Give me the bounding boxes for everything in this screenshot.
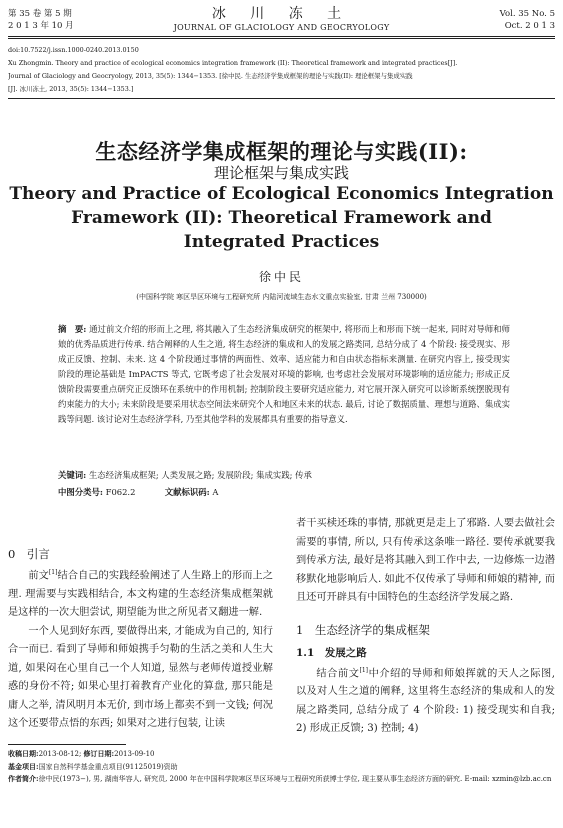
journal-name-cn: 冰 川 冻 土 bbox=[211, 6, 352, 22]
funding: 基金项目:国家自然科学基金重点项目(91125019)资助 bbox=[8, 761, 178, 771]
author-bio: 作者简介:徐中民(1973−), 男, 湖南华容人, 研究员, 2000 年在中国科学院寒区旱区环境与工程研究所获博士学位, 现主要从事生态经济方面的研究. E-mail: xzmin@lzb.ac.cn bbox=[8, 774, 552, 783]
journal-name-en: JOURNAL OF GLACIOLOGY AND GEOCRYOLOGY bbox=[173, 23, 390, 32]
journal-volume-en: Vol. 35 No. 5 Oct. 2 0 1 3 bbox=[499, 9, 555, 31]
citation-line: [J]. 冰川冻土, 2013, 35(5): 1344−1353.] bbox=[8, 85, 134, 93]
citation-line: Journal of Glaciology and Geocryology, 2013, 35(5): 1344−1353. [徐中民. 生态经济学集成框架的理论与实践(II): 理论框架与集成实践 bbox=[8, 72, 413, 80]
citation-line: Xu Zhongmin. Theory and practice of ecological economics integration framework (II): Theoretical framework and integrated practices[J]. bbox=[8, 59, 458, 67]
author-affiliation: (中国科学院 寒区旱区环境与工程研究所 内陆河流域生态水文重点实验室, 甘肃 兰州 730000) bbox=[136, 293, 427, 301]
clc-code: F062.2 bbox=[105, 487, 136, 497]
abstract-label: 摘 要: bbox=[58, 324, 87, 334]
footnote-rule bbox=[8, 744, 126, 745]
doi: doi:10.7522/j.issn.1000-0240.2013.0150 bbox=[8, 46, 139, 54]
header-rule-thin bbox=[8, 38, 555, 39]
classification: 中图分类号: F062.2 文献标识码: A bbox=[58, 487, 219, 497]
subtitle-cn: 理论框架与集成实践 bbox=[213, 164, 349, 182]
body-paragraph: 一个人见到好东西, 要做得出来, 才能成为自己的, 知行合一而已. 看到了导师和师娘携手匀勒的生活之美和人生大道, 如果闷在心里自己一个人知道, 显然与老师传道授业解惑的身份不符; 如果心里打着教育产业化的算盘, 那只能是庸人之举, 清风明月本无价, 到市场上都卖不到一文钱; 何况这个还要带点悟的东西; 如果对之进行包装, 让读 bbox=[8, 625, 273, 730]
journal-volume-issue: 第 35 卷 第 5 期 2 0 1 3 年 10 月 bbox=[8, 9, 74, 31]
body-left-column bbox=[8, 544, 273, 734]
subsection-heading: 1.1 发展之路 bbox=[296, 646, 367, 659]
section-heading: 0 引言 bbox=[8, 547, 50, 561]
keywords: 关键词: 生态经济集成框架; 人类发展之路; 发展阶段; 集成实践; 传承 bbox=[58, 470, 312, 480]
journal-name bbox=[0, 6, 563, 33]
received-date: 收稿日期:2013-08-12; 修订日期:2013-09-10 bbox=[8, 749, 155, 758]
title-en: Theory and Practice of Ecological Economics Integration Framework (II): Theoretical Framework and Integrated Practices bbox=[9, 184, 554, 252]
author-name: 徐中民 bbox=[258, 270, 304, 284]
footnotes bbox=[8, 748, 555, 786]
header-rule bbox=[8, 36, 555, 37]
abstract bbox=[58, 322, 510, 427]
title-cn: 生态经济学集成框架的理论与实践(II): bbox=[95, 139, 468, 164]
body-right-column bbox=[296, 515, 555, 739]
body-paragraph: 前文[1]结合自己的实践经验阐述了人生路上的形而上之理. 理需要与实践相结合, 本文构建的生态经济集成框架就是这样的一次大胆尝试, 期望能为世之所见者又翻进一解. bbox=[8, 569, 273, 619]
body-paragraph: 结合前文[1]中介绍的导师和师娘挥就的天人之际图, 以及对人生之道的阐释, 这里将生态经济的集成和人的发展之路类同, 总结分成了 4 个阶段: 1) 接受现实和自我; 2) 形成正反馈; 3) 控制; 4) bbox=[296, 666, 555, 735]
body-paragraph: 者干买椟还珠的事情, 那就更是走上了邪路. 人要去做社会需要的事情, 所以, 只有传承这条唯一路径. 要传承就要我到传承方法, 最好是将其融入到工作中去, 一边修炼一边潜移默化地影响后人. 如此不仅传承了导师和师娘的精神, 而且还可开辟具有中国特色的生态经济学发展之路. bbox=[296, 518, 555, 603]
citation-rule bbox=[8, 98, 555, 99]
abstract-text: 通过前文介绍的形而上之理, 将其融入了生态经济集成研究的框架中, 将形而上和形而下统一起来, 同时对导师和师娘的优秀品质进行传承. 结合阐释的人生之道, 将生态经济的集成和人的发展之路类同, 总结分成了 4 个阶段: 接受现实、形成正反馈、控制、未来. 这 4 个阶段通过事情的两面性、效率、适应能力和自由状态指标来测量. 在研究内容上, 接受现实阶段的理论基础是 ImPACTS 等式, 它既考虑了社会发展对环境的影响, 也考虑社会发展对环境影响的适应能力; 形成正反馈阶段需要重点研究正反馈环在系统中的作用机制; 控制阶段主要研究适应能力, 对它展开深入研究可以诊断系统摆脱现有约束能力的大小; 未来阶段是要采用状态空间法来研究个人和地区未来的状态. 最后, 讨论了数据质量、理想与道路、集成实践等问题. 该讨论对生态经济学科, 乃至其他学科的发展都具有重要的指导意义. bbox=[58, 324, 510, 424]
document-code: A bbox=[212, 487, 219, 497]
keywords-text: 生态经济集成框架; 人类发展之路; 发展阶段; 集成实践; 传承 bbox=[88, 470, 312, 480]
section-heading: 1 生态经济学的集成框架 bbox=[296, 622, 430, 637]
